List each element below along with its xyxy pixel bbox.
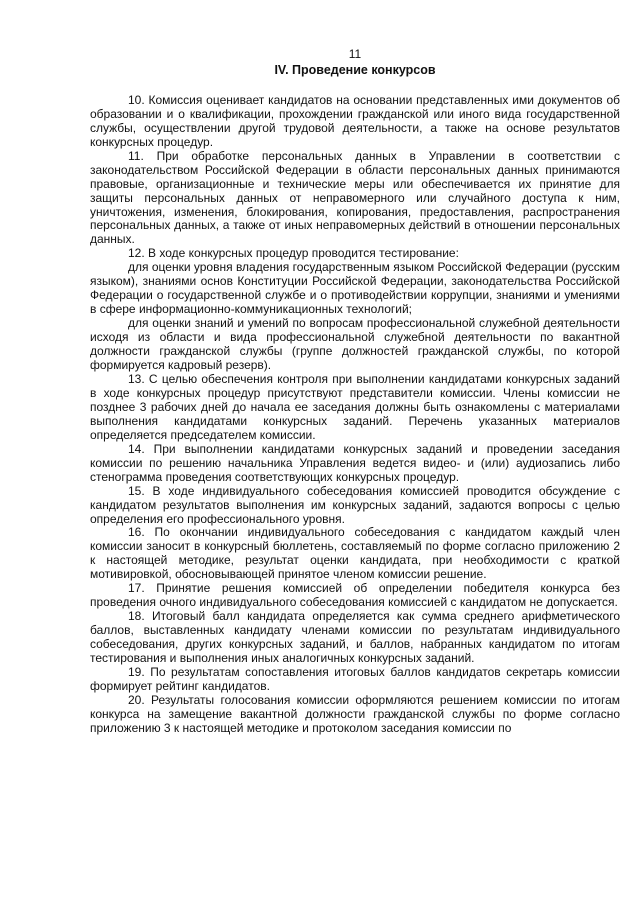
paragraph-11: 11. При обработке персональных данных в Управлении в соответствии с законодательством Российской Федерации в области персональных данных принимаются правовые, организационные и технические меры или обеспечивается их принятие для защиты персональных данных от неправомерного или случайного доступа к ним, уничтожения, изменения, блокирования, копирования, предоставления, распространения персональных данных, а также от иных неправомерных действий в отношении персональных данных. [90, 148, 620, 247]
paragraph-12-item-1: для оценки уровня владения государственным языком Российской Федерации (русским языком), знаниями основ Конституции Российской Федерации, законодательства Российской Федерации о государственной службе и о противодействии коррупции, знаниями и умениями в сфере информационно-коммуникационных технологий; [90, 260, 620, 317]
paragraph-16: 16. По окончании индивидуального собеседования с кандидатом каждый член комиссии заносит в конкурсный бюллетень, составляемый по форме согласно приложению 2 к настоящей методике, результат оценки кандидата, при необходимости с краткой мотивировкой, обосновывающей принятое членом комиссии решение. [90, 525, 620, 582]
paragraph-20: 20. Результаты голосования комиссии оформляются решением комиссии по итогам конкурса на замещение вакантной должности гражданской службы по форме согласно приложению 3 к настоящей методике и протоколом заседания комиссии по [90, 692, 620, 735]
paragraph-14: 14. При выполнении кандидатами конкурсных заданий и проведении заседания комиссии по решению начальника Управления ведется видео- и (или) аудиозапись либо стенограмма проведения соответствующих конкурсных процедур. [90, 441, 620, 484]
paragraph-18: 18. Итоговый балл кандидата определяется как сумма среднего арифметического баллов, выставленных кандидату членами комиссии по результатам индивидуального собеседования, других конкурсных заданий, и баллов, набранных кандидатом по итогам тестирования и выполнения иных аналогичных конкурсных заданий. [90, 609, 620, 666]
page-number: 11 [348, 47, 362, 61]
paragraph-17: 17. Принятие решения комиссией об определении победителя конкурса без проведения очного индивидуального собеседования комиссией с кандидатом не допускается. [90, 581, 620, 610]
document-page [90, 48, 620, 736]
paragraph-13: 13. С целью обеспечения контроля при выполнении кандидатами конкурсных заданий в ходе конкурсных процедур присутствуют представители комиссии. Члены комиссии не позднее 3 рабочих дней до начала ее заседания должны быть ознакомлены с материалами выполнения кандидатами конкурсных заданий. Перечень указанных материалов определяется председателем комиссии. [90, 371, 620, 442]
paragraph-19: 19. По результатам сопоставления итоговых баллов кандидатов секретарь комиссии формирует рейтинг кандидатов. [90, 664, 620, 693]
section-title: IV. Проведение конкурсов [274, 62, 436, 77]
paragraph-10: 10. Комиссия оценивает кандидатов на основании представленных ими документов об образовании и о квалификации, прохождении гражданской или иного вида государственной службы, осуществлении другой трудовой деятельности, а также на основе результатов конкурсных процедур. [90, 92, 620, 149]
paragraph-15: 15. В ходе индивидуального собеседования комиссией проводится обсуждение с кандидатом результатов выполнения им конкурсных заданий, задаются вопросы с целью определения его профессионального уровня. [90, 483, 620, 526]
paragraph-12-item-2: для оценки знаний и умений по вопросам профессиональной служебной деятельности исходя из области и вида профессиональной служебной деятельности по вакантной должности гражданской службы (группе должностей гражданской службы, по которой формируется кадровый резерв). [90, 316, 620, 373]
paragraph-12: 12. В ходе конкурсных процедур проводится тестирование: [128, 246, 459, 261]
